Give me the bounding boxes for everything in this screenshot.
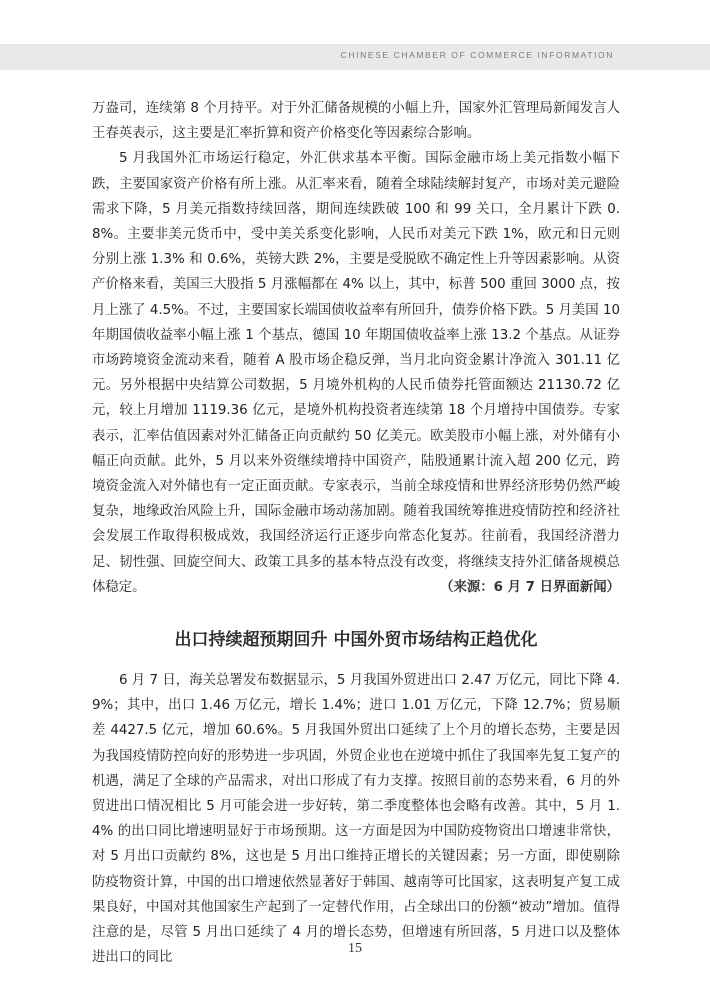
header-band [0, 44, 710, 70]
publication-name: CHINESE CHAMBER OF COMMERCE INFORMATION [340, 50, 614, 60]
article-paragraph [92, 146, 620, 600]
article-paragraph: 6 月 7 日，海关总署发布数据显示，5 月我国外贸进出口 2.47 万亿元，同比下降 4.9%；其中，出口 1.46 万亿元，增长 1.4%；进口 1.01 万亿元，下降 12.7%；贸易顺差 4427.5 亿元，增加 60.6%。5 月我国外贸出口延续了上个月的增长态势，主要是因为我国疫情防控向好的形势进一步巩固，外贸企业也在逆境中抓住了我国率先复工复产的机遇，满足了全球的产品需求，对出口形成了有力支撑。按照目前的态势来看，6 月的外贸进出口情况相比 5 月可能会进一步好转，第二季度整体也会略有改善。其中，5 月 1.4% 的出口同比增速明显好于市场预期。这一方面是因为中国防疫物资出口增速非常快，对 5 月出口贡献约 8%，这也是 5 月出口维持正增长的关键因素；另一方面，即使剔除防疫物资计算，中国的出口增速依然显著好于韩国、越南等可比国家，这表明复产复工成果良好，中国对其他国家生产起到了一定替代作用，占全球出口的份额“被动”增加。值得注意的是，尽管 5 月出口延续了 4 月的增长态势，但增速有所回落，5 月进口以及整体进出口的同比 [92, 673, 620, 966]
paragraph-text: 5 月我国外汇市场运行稳定，外汇供求基本平衡。国际金融市场上美元指数小幅下跌，主要国家资产价格有所上涨。从汇率来看，随着全球陆续解封复产，市场对美元避险需求下降，5 月美元指数持续回落，期间连续跌破 100 和 99 关口，全月累计下跌 0.8%。主要非美元货币中，受中美关系变化影响，人民币对美元下跌 1%，欧元和日元则分别上涨 1.3% 和 0.6%，英镑大跌 2%，主要是受脱欧不确定性上升等因素影响。从资产价格来看，美国三大股指 5 月涨幅都在 4% 以上，其中，标普 500 重回 3000 点，按月上涨了 4.5%。不过，主要国家长端国债收益率有所回升，债券价格下跌。5 月美国 10 年期国债收益率小幅上涨 1 个基点，德国 10 年期国债收益率上涨 13.2 个基点。从证券市场跨境资金流动来看，随着 A 股市场企稳反弹，当月北向资金累计净流入 301.11 亿元。另外根据中央结算公司数据，5 月境外机构的人民币债券托管面额达 21130.72 亿元，较上月增加 1119.36 亿元，是境外机构投资者连续第 18 个月增持中国债券。专家表示，汇率估值因素对外汇储备正向贡献约 50 亿美元。欧美股市小幅上涨，对外储有小幅正向贡献。此外，5 月以来外资继续增持中国资产，陆股通累计流入超 200 亿元，跨境资金流入对外储也有一定正面贡献。专家表示，当前全球疫情和世界经济形势仍然严峻复杂，地缘政治风险上升，国际金融市场动荡加剧。随着我国统筹推进疫情防控和经济社会发展工作取得积极成效，我国经济运行正逐步向常态化复苏。往前看，我国经济潜力足、韧性强、回旋空间大、政策工具多的基本特点没有改变，将继续支持外汇储备规模总体稳定。 [92, 151, 620, 595]
page-content [92, 96, 620, 971]
article-title: 出口持续超预期回升 中国外贸市场结构正趋优化 [174, 630, 538, 651]
article-source: （来源：6 月 7 日界面新闻） [440, 579, 620, 595]
page-number: 15 [348, 941, 362, 956]
article-paragraph: 万盎司，连续第 8 个月持平。对于外汇储备规模的小幅上升，国家外汇管理局新闻发言人王春英表示，这主要是汇率折算和资产价格变化等因素综合影响。 [92, 101, 620, 142]
